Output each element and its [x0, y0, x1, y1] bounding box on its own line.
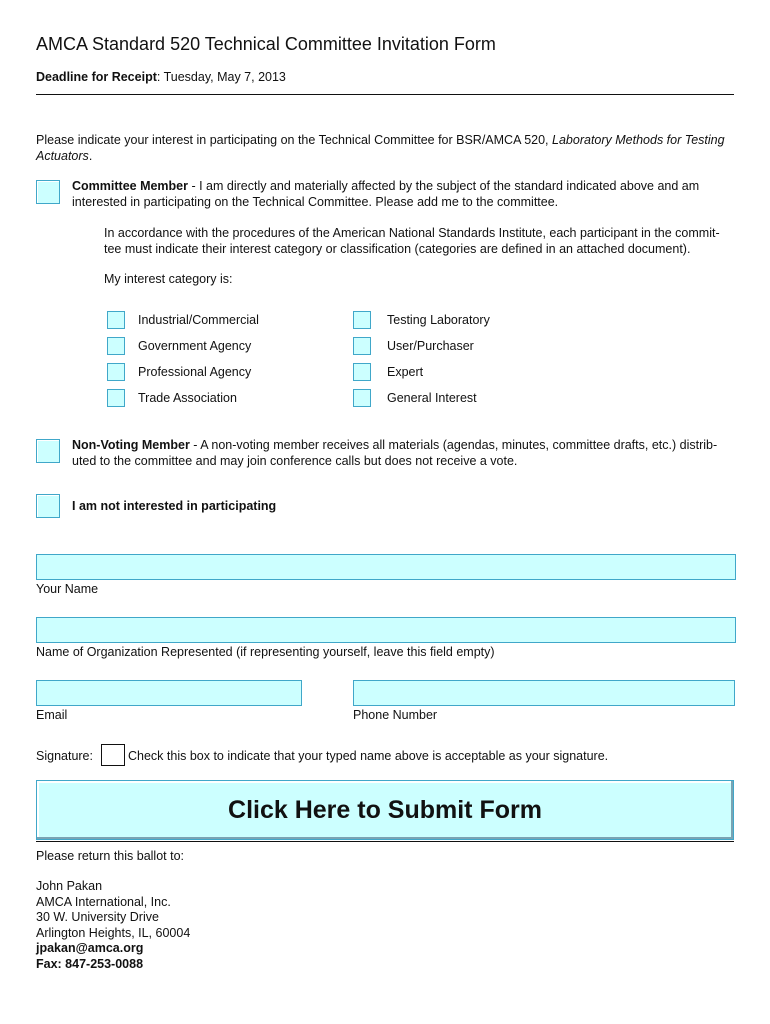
contact-street: 30 W. University Drive: [36, 910, 159, 925]
industrial-commercial-checkbox[interactable]: [107, 311, 125, 329]
committee-member-description: [72, 178, 732, 210]
phone-input[interactable]: [353, 680, 735, 706]
non-voting-member-checkbox[interactable]: [36, 439, 60, 463]
category-label: Industrial/Commercial: [138, 313, 259, 327]
your-name-input[interactable]: [36, 554, 736, 580]
deadline-label: Deadline for Receipt: [36, 70, 157, 84]
intro-text: Please indicate your interest in participating on the Technical Committee for BSR/AMCA 520,: [36, 133, 553, 147]
interest-category-label: My interest category is:: [104, 272, 233, 286]
organization-label: Name of Organization Represented (if representing yourself, leave this field empty): [36, 645, 495, 659]
intro-paragraph: [36, 132, 736, 164]
submit-form-button[interactable]: Click Here to Submit Form: [36, 780, 734, 840]
deadline-value: : Tuesday, May 7, 2013: [156, 70, 286, 84]
phone-label: Phone Number: [353, 708, 438, 722]
return-label: Please return this ballot to:: [36, 849, 184, 863]
contact-name: John Pakan: [36, 879, 103, 893]
category-label: Government Agency: [138, 339, 252, 353]
user-purchaser-checkbox[interactable]: [353, 337, 371, 355]
category-label: User/Purchaser: [387, 339, 474, 353]
contact-email[interactable]: jpakan@amca.org: [36, 941, 144, 956]
standard-title: Laboratory Methods for Testing Actuators: [36, 133, 725, 163]
committee-member-text: - I am directly and materially affected by the subject of the standard indicated above and am interested in participating on the Technical Committee. Please add me to the committee.: [72, 179, 700, 209]
committee-member-label: Committee Member: [72, 179, 188, 193]
page-title: AMCA Standard 520 Technical Committee Invitation Form: [36, 34, 496, 54]
header-divider: [36, 94, 734, 95]
deadline: [36, 70, 286, 84]
email-input[interactable]: [36, 680, 302, 706]
return-address: [36, 879, 190, 973]
contact-fax: Fax: 847-253-0088: [36, 956, 144, 971]
accordance-paragraph: In accordance with the procedures of the American National Standards Institute, each participant in the commit-tee must indicate their interest category or classification (categories are defined in an attached document).: [104, 226, 720, 256]
professional-agency-checkbox[interactable]: [107, 363, 125, 381]
government-agency-checkbox[interactable]: [107, 337, 125, 355]
trade-association-checkbox[interactable]: [107, 389, 125, 407]
committee-member-checkbox[interactable]: [36, 180, 60, 204]
general-interest-checkbox[interactable]: [353, 389, 371, 407]
organization-input[interactable]: [36, 617, 736, 643]
category-label: General Interest: [387, 391, 477, 405]
your-name-label: Your Name: [36, 582, 99, 596]
signature-checkbox[interactable]: [101, 744, 125, 766]
signature-text: Check this box to indicate that your typed name above is acceptable as your signature.: [128, 749, 609, 763]
category-label: Professional Agency: [138, 365, 252, 379]
testing-laboratory-checkbox[interactable]: [353, 311, 371, 329]
email-label: Email: [36, 708, 68, 722]
category-label: Expert: [387, 365, 424, 379]
category-label: Testing Laboratory: [387, 313, 490, 327]
non-voting-description: [72, 437, 732, 469]
contact-org: AMCA International, Inc.: [36, 894, 171, 909]
intro-end: .: [88, 149, 93, 163]
category-label: Trade Association: [138, 391, 237, 405]
non-voting-label: Non-Voting Member: [72, 438, 190, 452]
submit-divider: [36, 841, 734, 842]
not-interested-checkbox[interactable]: [36, 494, 60, 518]
signature-label: Signature:: [36, 749, 93, 763]
contact-city: Arlington Heights, IL, 60004: [36, 925, 191, 940]
non-voting-text: - A non-voting member receives all materials (agendas, minutes, committee drafts, etc.) distrib-uted to the committee and may join conference calls but does not receive a vote.: [72, 438, 718, 468]
not-interested-label: I am not interested in participating: [72, 499, 277, 513]
expert-checkbox[interactable]: [353, 363, 371, 381]
